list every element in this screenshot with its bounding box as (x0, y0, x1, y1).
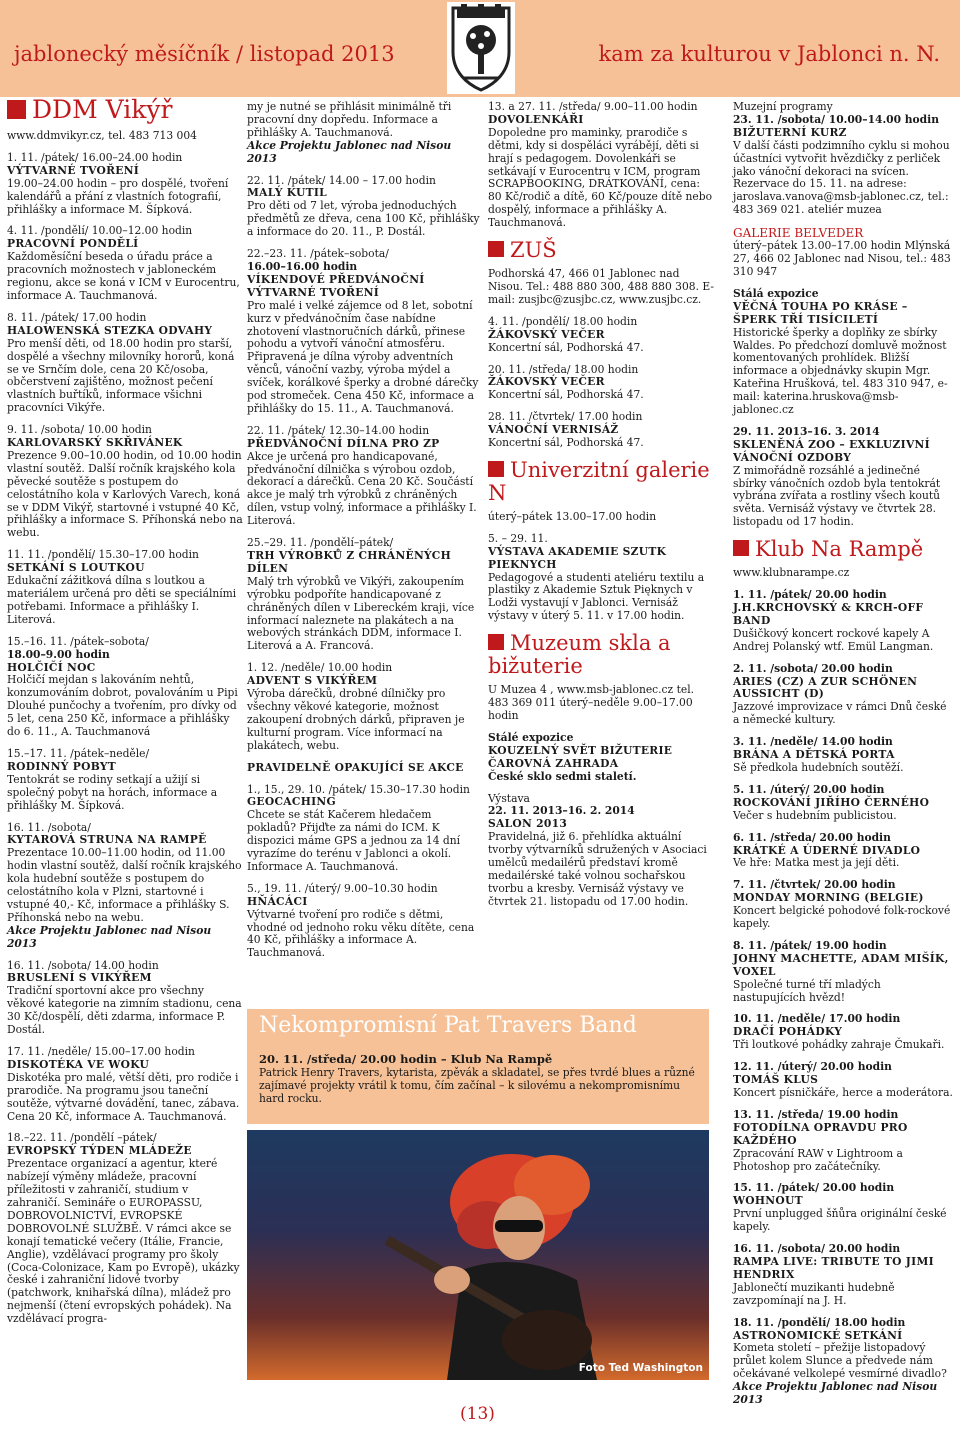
event: 5. 11. /úterý/ 20.00 hodin ROCKOVÁNÍ JIŘÍHO ČERNÉHO Večer s hudebním publicistou. (733, 782, 930, 822)
event: 16. 11. /sobota/ KYTAROVÁ STRUNA NA RAMPĚ Prezentace 10.00–11.00 hodin, od 11.00 hodin vlastní soutěž, další ročník krajského kola hudební soutěže s postupem do celostátního kola v Plzni, startovné i vstupné 40,- Kč, informace a přihlášky S. Příhonská nebo na webu. Akce Projektu Jablonec nad Nisou 2013 (7, 820, 242, 950)
galerie-n-heading: Univerzitní galerie N (488, 457, 710, 505)
event: 13. a 27. 11. /středa/ 9.00–11.00 hodin DOVOLENKÁŘI Dopoledne pro maminky, prarodiče s dětmi, kdy si dospěláci vyrábějí, děti si hrají s pedagogem. Dovolenkáři se setkávají v Eurocentru v ICM, program SCRAPBOOKING, DRÁTKOVÁNÍ, cena: 80 Kč/rodič a dítě, 60 Kč/pouze dítě nebo dospělý, informace a přihlášky A. Tauchmanová. (488, 100, 713, 230)
event: 1. 11. /pátek/ 20.00 hodin J.H.KRCHOVSKÝ & KRCH-OFF BAND Dušičkový koncert rockové kapely A Andrej Polanský wtf. Emül Langman. (733, 588, 934, 653)
event: 9. 11. /sobota/ 10.00 hodin KARLOVARSKÝ SKŘIVÁNEK Prezence 9.00–10.00 hodin, od 10.00 hodin vlastní soutěž. Další ročník krajského kola pěvecké soutěže s postupem do celostátního kola v Karlových Varech, koná se v DDM Vikýř, startovné i vstupné 40 Kč, přihlášky a informace S. Příhonská nebo na webu. (7, 423, 243, 540)
column-museum-club (733, 101, 955, 1407)
feature-text: Patrick Henry Travers, kytarista, zpěvák a skladatel, se přes tvrdé blues a různé zajímavé projekty vrátil k tomu, čím začínal – k silovému a nekompromisnímu hard rocku. (259, 1066, 695, 1105)
msb-permanent: Stálé expozice KOUZELNÝ SVĚT BIŽUTERIE ČAROVNÁ ZAHRADA České sklo sedmi staletí. (488, 730, 673, 783)
guitarist-photo (247, 1130, 709, 1380)
event: 16. 11. /sobota/ 14.00 hodin BRUSLENÍ S VIKÝŘEM Tradiční sportovní akce pro všechny věkové kategorie na zimním stadionu, cena 30 Kč/dospělí, děti zdarma, informace P. Dostál. (7, 958, 242, 1037)
event: 20. 11. /středa/ 18.00 hodin ŽÁKOVSKÝ VEČER Koncertní sál, Podhorská 47. (488, 362, 644, 402)
event: 4. 11. /pondělí/ 10.00–12.00 hodin PRACOVNÍ PONDĚLÍ Každoměsíční beseda o úřadu práce a pracovních možnostech v jabloneckém regionu, akce se koná v ICM v Eurocentru, informace A. Tauchmanová. (7, 224, 240, 302)
msb-exhibition: Výstava 22. 11. 2013–16. 2. 2014 SALON 2013 Pravidelná, již 6. přehlídka aktuální tvorby výtvarníků sdružených v Asociaci umělců medailérů představí kromě medailérské také volnou sochařskou tvorbu a kresby. Vernisáž výstavy ve čtvrtek 21. listopadu od 17.00 hodin. (488, 791, 707, 908)
event: 22. 11. /pátek/ 12.30–14.00 hodin PŘEDVÁNOČNÍ DÍLNA PRO ZP Akce je určená pro handicapované, předvánoční dílnička s výrobou ozdob, dekorací a dárečků. Cena 20 Kč. Součástí akce je malý trh výrobků z chráněných dílen, vstup volný, informace a přihlášky I. Literová. (247, 423, 477, 528)
event: 8. 11. /pátek/ 17.00 hodin HALOWENSKÁ STEZKA ODVAHY Pro menší děti, od 18.00 hodin pro starší, dospělé a všechny milovníky hororů, koná se ve Srnčím dole, cena 20 Kč/osoba, občerstvení zajištěno, možnost pečení vlastních buřtíků, informace všichni pracovníci Vikýře. (7, 310, 235, 415)
event: 1., 15., 29. 10. /pátek/ 15.30–17.30 hodin GEOCACHING Chcete se stát Kačerem hledačem pokladů? Přijďte za námi do ICM. K dispozici máme GPS a jednou za 14 dní vyrazíme do terénu v Jablonci a okolí. Informace A. Tauchmanová. (247, 782, 470, 873)
red-square-icon (733, 540, 749, 556)
klub-na-rampe-web[interactable]: www.klubnarampe.cz (733, 566, 850, 580)
event: 5. – 29. 11. VÝSTAVA AKADEMIE SZUTK PIEKNYCH Pedagogové a studenti ateliéru textilu a plastiky z Akademie Sztuk Pięknych v Lodži vystavují v Jablonci. Vernisáž výstavy v úterý 5. 11. v 17.00 hodin. (488, 531, 705, 623)
event: 22. 11. /pátek/ 14.00 – 17.00 hodin MALÝ KUTIL Pro děti od 7 let, výroba jednoduchých předmětů ze dřeva, cena 100 Kč, přihlášky a informace do 20. 11., P. Dostál. (247, 173, 480, 239)
event: 5., 19. 11. /úterý/ 9.00–10.30 hodin HŇÁCÁCI Výtvarné tvoření pro rodiče s dětmi, vhodné od jednoho roku věku dítěte, cena 40 Kč, přihlášky a informace A. Tauchmanová. (247, 881, 475, 960)
msb-heading: Muzeum skla a bižuterie (488, 631, 671, 679)
event: 1. 11. /pátek/ 16.00–24.00 hodin VÝTVARNÉ TVOŘENÍ 19.00–24.00 hodin – pro dospělé, tvoření kalendářů a přání z vlastních fotografií, přihlášky a informace M. Šípková. (7, 150, 229, 216)
feature-box (247, 1009, 709, 1124)
photo-credit: Foto Ted Washington (578, 1362, 703, 1374)
event: 15.–17. 11. /pátek–neděle/ RODINNÝ POBYT Tentokrát se rodiny setkají a užijí si společný pobyt na horách, informace a přihlášky M. Šípková. (7, 746, 218, 812)
red-square-icon (7, 100, 26, 119)
event: 18.–22. 11. /pondělí –pátek/ EVROPSKÝ TÝDEN MLÁDEŽE Prezentace organizací a agentur, které nabízejí výměny mládeže, pracovní příležitosti v zahraničí, studium v zahraničí. Semináře o EUROPASSU, DOBROVOLNICTVÍ, EVROPSKÉ DOBROVOLNÉ SLUŽBĚ. V rámci akce se konají tematické večery (Itálie, Francie, Anglie), vzdělávací programy pro školy (Coca-Colonizace, Kam po Evropě), ukázky české i zahraniční lidové tvorby (patchwork, knihařská dílna), mládež pro nejmenší (čtení evropských pohádek). Na vzdělávací progra- (7, 1131, 240, 1326)
header-band (0, 0, 960, 97)
belveder-exhibition: 29. 11. 2013–16. 3. 2014 SKLENĚNÁ ZOO – EXKLUZIVNÍ VÁNOČNÍ OZDOBY Z mimořádně rozsáhlé a jedinečné sbírky vánočních ozdob byla tentokrát vybrána zvířata a rostliny všech koutů světa. Vernisáž výstavy ve čtvrtek 28. listopadu od 17 hodin. (733, 424, 941, 529)
museum-programs: Muzejní programy 23. 11. /sobota/ 10.00–14.00 hodin BIŽUTERNÍ KURZ V další části podzimního cyklu si mohou účastníci vytvořit hvězdičky z perliček jako vánoční dekoraci na svícen. Rezervace do 15. 11. na adrese: jaroslava.vanova@msb-jablonec.cz, tel.: 483 369 021. ateliér muzea (733, 100, 950, 217)
red-square-icon (488, 461, 504, 477)
city-crest (447, 2, 515, 94)
event: 3. 11. /neděle/ 14.00 hodin BRÁNA A DĚTSKÁ PORTA Sě předkola hudebních soutěží. (733, 735, 904, 774)
event: 10. 11. /neděle/ 17.00 hodin DRAČÍ POHÁDKY Tři loutkové pohádky zahraje Čmukaři. (733, 1012, 945, 1052)
column-ddm-continued (247, 101, 481, 960)
event: 8. 11. /pátek/ 19.00 hodin JOHNY MACHETTE, ADAM MIŠÍK, VOXEL Společné turné tří mladých nastupujících hvězd! (733, 938, 949, 1004)
galerie-n-hours: úterý–pátek 13.00–17.00 hodin (488, 509, 657, 523)
intro: my je nutné se přihlásit minimálně tři pracovní dny dopředu. Informace a přihlášky A. Tauchmanová. Akce Projektu Jablonec nad Nisou 2013 (247, 100, 452, 165)
header-left-title: jablonecký měsíčník / listopad 2013 (14, 42, 395, 66)
column-ddm (7, 95, 243, 1326)
crest-icon (447, 2, 515, 94)
event: 22.–23. 11. /pátek–sobota/ 16.00–16.00 hodin VÍKENDOVÉ PŘEDVÁNOČNÍ VÝTVARNÉ TVOŘENÍ Pro malé i velké zájemce od 8 let, sobotní kurz v předvánočním čase nabídne zhotovení vlastnoručních dárků, přinese pohodu a vytvoří vánoční atmosféru. Připravená je dílna výroby adventních věnců, vánoční vazby, výroba mýdel a svíček, korálkové šperky a drobné dárečky pod stromeček. Cena 450 Kč, informace a přihlášky do 15. 11., A. Tauchmanová. (247, 247, 479, 415)
zus-heading: ZUŠ (488, 239, 716, 262)
red-square-icon (488, 634, 504, 650)
ddm-contact: www.ddmvikyr.cz, tel. 483 713 004 (7, 129, 197, 142)
ddm-heading: DDM Vikýř (7, 97, 243, 123)
event: 28. 11. /čtvrtek/ 17.00 hodin VÁNOČNÍ VERNISÁŽ Koncertní sál, Podhorská 47. (488, 410, 644, 450)
event: 2. 11. /sobota/ 20.00 hodin ARIES (CZ) A ZUR SCHÖNEN AUSSICHT (D) Jazzové improvizace v rámci Dnů české a německé kultury. (733, 661, 947, 727)
feature-title: Nekompromisní Pat Travers Band (259, 1013, 637, 1038)
event: 18. 11. /pondělí/ 18.00 hodin ASTRONOMICKÉ SETKÁNÍ Kometa století – přežije listopadový průlet kolem Slunce a předvede nám očekávané velkolepé vesmírné divadlo? Akce Projektu Jablonec nad Nisou 2013 (733, 1315, 947, 1407)
page-number: (13) (460, 1404, 495, 1424)
event: 4. 11. /pondělí/ 18.00 hodin ŽÁKOVSKÝ VEČER Koncertní sál, Podhorská 47. (488, 314, 644, 354)
guitarist-illustration (247, 1130, 709, 1380)
red-square-icon (488, 241, 504, 257)
msb-contact: U Muzea 4 , www.msb-jablonec.cz tel. 483 369 011 úterý–neděle 9.00–17.00 hodin (488, 683, 695, 722)
galerie-belveder-contact: úterý–pátek 13.00–17.00 hodin Mlýnská 27, 466 02 Jablonec nad Nisou, tel.: 483 310 947 (733, 239, 951, 278)
event: 1. 12. /neděle/ 10.00 hodin ADVENT S VIKÝŘEM Výroba dárečků, drobné dílničky pro všechny věkové kategorie, možnost zakoupení drobných dárků, připraven je kulturní program. Více informací na plakátech, webu. (247, 661, 465, 752)
event: 16. 11. /sobota/ 20.00 hodin RAMPA LIVE: TRIBUTE TO JIMI HENDRIX Jablonečtí muzikanti hudebně zavzpomínají na J. H. (733, 1242, 934, 1307)
event: 6. 11. /středa/ 20.00 hodin KRÁTKÉ A ÚDERNÉ DIVADLO Ve hře: Matka mest ja její děti. (733, 830, 921, 870)
belveder-permanent: Stálá expozice VĚČNÁ TOUHA PO KRÁSE – ŠPERK TŘÍ TISÍCILETÍ Historické šperky a doplňky ze sbírky Waldes. Po předchozí domluvě možnost komentovaných prohlídek. Bližší informace a objednávky skupin Mgr. Kateřina Hrušková, tel. 483 310 947, e-mail: katerina.hruskova@msb-jablonec.cz (733, 286, 948, 417)
event: 15.–16. 11. /pátek–sobota/ 18.00–9.00 hodin HOLČIČÍ NOC Holčičí mejdan s lakováním nehtů, konzumováním dobrot, povalováním u Pipi Dlouhé punčochy a tvořením, pro dívky od 5 let, cena 250 Kč, informace a přihlášky do 6. 11., A. Tauchmanová (7, 634, 238, 739)
event: 15. 11. /pátek/ 20.00 hodin WOHNOUT První unplugged šňůra originální české kapely. (733, 1181, 947, 1234)
event: 11. 11. /pondělí/ 15.30–17.00 hodin SETKÁNÍ S LOUTKOU Edukační zážitková dílna s loutkou a materiálem určená pro děti se speciálními potřebami. Informace a přihlášky I. Literová. (7, 548, 237, 626)
regular-events-heading: PRAVIDELNĚ OPAKUJÍCÍ SE AKCE (247, 760, 464, 774)
feature-date: 20. 11. /středa/ 20.00 hodin – Klub Na Rampě (259, 1052, 553, 1066)
event: 12. 11. /úterý/ 20.00 hodin TOMÁŠ KLUS Koncert písničkáře, herce a moderátora. (733, 1060, 953, 1099)
klub-na-rampe-heading: Klub Na Rampě (733, 538, 955, 561)
event: 7. 11. /čtvrtek/ 20.00 hodin MONDAY MORNING (BELGIE) Koncert belgické pohodové folk-rockové kapely. (733, 878, 951, 931)
galerie-belveder-heading: GALERIE BELVEDER (733, 226, 864, 241)
header-right-title: kam za kulturou v Jablonci n. N. (598, 42, 940, 66)
event: 25.–29. 11. /pondělí–pátek/ TRH VÝROBKŮ Z CHRÁNĚNÝCH DÍLEN Malý trh výrobků ve Vikýři, zakoupením výrobku podpoříte handicapované z chráněných dílen v Libereckém kraji, více informací naleznete na plakátech a na webových stránkách DDM, informace I. Literová a A. Francová. (247, 536, 475, 653)
event: 17. 11. /neděle/ 15.00–17.00 hodin DISKOTÉKA VE WOKU Diskotéka pro malé, větší děti, pro rodiče i prarodiče. Na programu jsou taneční soutěže, výtvarné dovádění, tanec, zábava. Cena 20 Kč, informace A. Tauchmanová. (7, 1045, 240, 1123)
column-zus-galleries (488, 101, 716, 909)
zus-contact: Podhorská 47, 466 01 Jablonec nad Nisou. Tel.: 488 880 300, 488 880 308. E-mail: zusjbc@zusjbc.cz, www.zusjbc.cz. (488, 267, 714, 306)
event: 13. 11. /středa/ 19.00 hodin FOTODÍLNA OPRAVDU PRO KAŽDÉHO Zpracování RAW v Lightroom a Photoshop pro začátečníky. (733, 1107, 908, 1173)
